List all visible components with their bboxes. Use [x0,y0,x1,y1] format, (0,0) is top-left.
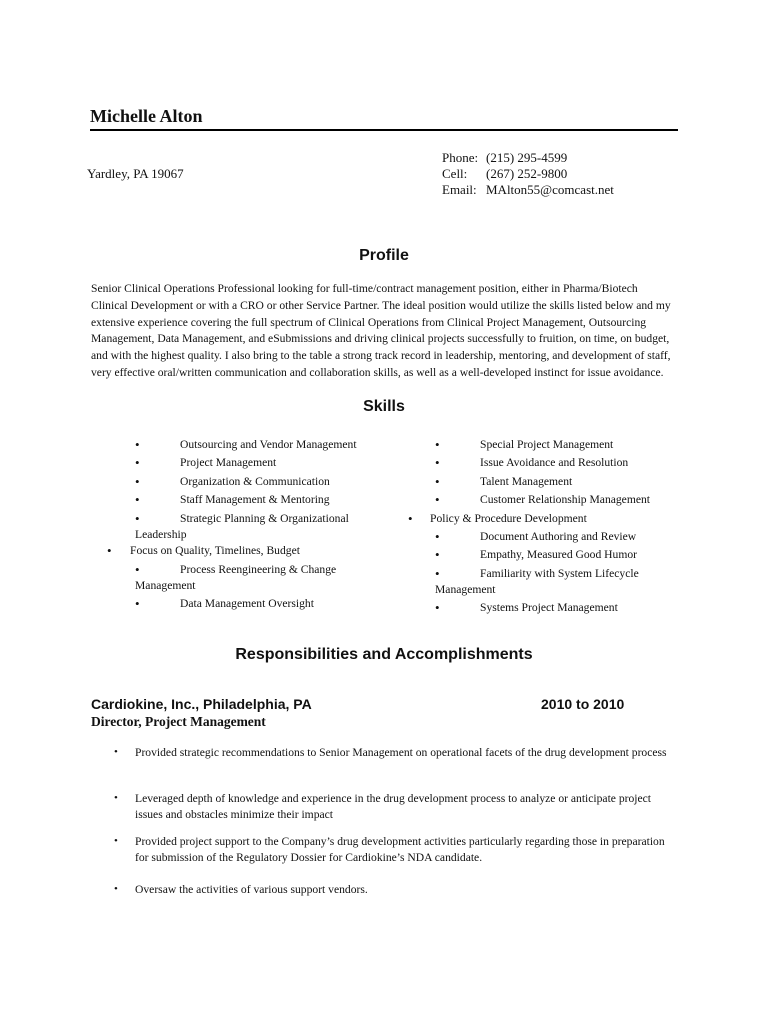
skill-item: • Project Management [135,455,277,470]
bullet-icon: • [135,437,140,452]
skills-heading: Skills [363,398,405,415]
bullet-icon: • [435,492,440,507]
cell-label: Cell: [442,166,468,181]
bullet-icon: • [435,529,440,544]
bullet-icon: • [107,543,112,558]
skill-item: • Process Reengineering & Change Management [135,562,337,592]
bullet-icon: • [114,835,118,847]
email-value[interactable]: MAlton55@comcast.net [486,182,614,197]
skill-item: • Outsourcing and Vendor Management [135,437,357,452]
email-label: Email: [442,182,477,197]
phone-value: (215) 295-4599 [486,150,568,165]
bullet-icon: • [114,746,118,758]
bullet-icon: • [114,883,118,895]
bullet-icon: • [408,511,413,526]
profile-text: Senior Clinical Operations Professional looking for full-time/contract management position, either in Pharma/Biotech Clinical Development or with a CRO or other Service Partner. The ideal position would utilize the skills listed below and my extensive experience covering the full spectrum of Clinical Operations from Clinical Project Management, Outsourcing Management, Data Management, and eSubmissions and driving clinical projects successfully to fruition, on time, on budget, and with the highest quality. I also bring to the table a strong track record in leadership, mentoring, and development of staff, very effective oral/written communication and collaboration skills, as well as a well-developed instinct for issue avoidance. [91,282,671,379]
cell-line [442,166,614,182]
address: Yardley, PA 19067 [87,166,184,181]
cell-value: (267) 252-9800 [486,166,568,181]
skill-item: • Strategic Planning & Organizational Leadership [135,511,349,541]
list-item: • Leveraged depth of knowledge and experience in the drug development process to analyze or anticipate project issues and obstacles minimize their impact [114,792,652,821]
skill-item: • Talent Management [435,474,573,489]
bullet-icon: • [435,437,440,452]
contact-block [442,150,614,198]
profile-heading: Profile [359,247,409,264]
skill-item: • Customer Relationship Management [435,492,651,507]
responsibilities-heading: Responsibilities and Accomplishments [235,646,533,663]
skill-item: • Data Management Oversight [135,596,314,611]
skill-item: • Staff Management & Mentoring [135,492,330,507]
email-line [442,182,614,198]
skill-item: • Policy & Procedure Development [408,511,587,526]
skill-item: • Special Project Management [435,437,614,452]
bullet-icon: • [135,474,140,489]
candidate-name: Michelle Alton [90,106,203,126]
skill-item: • Issue Avoidance and Resolution [435,455,629,470]
bullet-icon: • [435,455,440,470]
job-title: Director, Project Management [91,714,266,729]
list-item: • Provided project support to the Company’s drug development activities particularly regarding those in preparation for submission of the Regulatory Dossier for Cardiokine’s NDA candidate. [114,835,665,864]
bullet-icon: • [435,547,440,562]
bullet-icon: • [435,566,440,581]
bullet-icon: • [135,511,140,526]
skill-item: • Empathy, Measured Good Humor [435,547,638,562]
list-item: • Provided strategic recommendations to Senior Management on operational facets of the drug development process [114,746,667,759]
bullet-icon: • [135,562,140,577]
bullet-icon: • [435,474,440,489]
skill-item: • Familiarity with System Lifecycle Management [435,566,639,596]
skill-item: • Systems Project Management [435,600,618,615]
skill-item: • Document Authoring and Review [435,529,637,544]
phone-label: Phone: [442,150,479,165]
bullet-icon: • [435,600,440,615]
bullet-icon: • [135,492,140,507]
bullet-icon: • [114,792,118,804]
bullet-icon: • [135,596,140,611]
header-rule [90,129,678,131]
skill-item: • Organization & Communication [135,474,330,489]
company-name: Cardiokine, Inc., Philadelphia, PA [91,696,312,712]
list-item: • Oversaw the activities of various support vendors. [114,883,368,896]
skill-item: • Focus on Quality, Timelines, Budget [107,543,300,558]
employment-dates: 2010 to 2010 [541,696,625,712]
bullet-icon: • [135,455,140,470]
phone-line [442,150,614,166]
